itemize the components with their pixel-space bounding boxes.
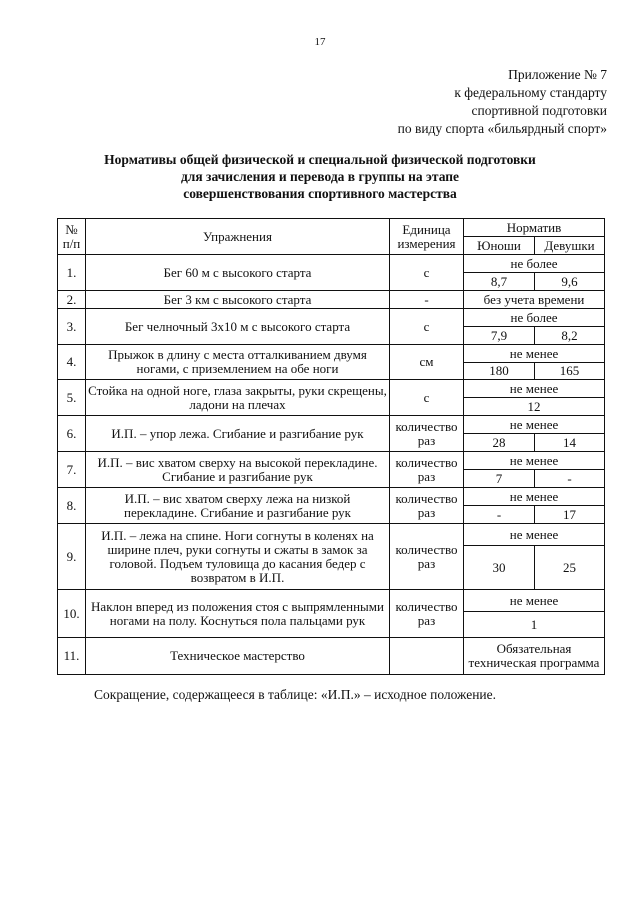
row-number: 7.	[58, 452, 86, 488]
row-condition: не более	[464, 309, 605, 327]
row-exercise: И.П. – вис хватом сверху лежа на низкой перекладине. Сгибание и разгибание рук	[86, 488, 390, 524]
table-row	[58, 524, 605, 546]
appendix-line-4: по виду спорта «бильярдный спорт»	[397, 121, 607, 136]
row-value-boys: 7,9	[464, 327, 535, 345]
row-exercise: Наклон вперед из положения стоя с выпрямленными ногами на полу. Коснуться пола пальцами рук	[86, 590, 390, 638]
row-condition: не менее	[464, 452, 605, 470]
row-unit: с	[390, 380, 464, 416]
row-exercise: Прыжок в длину с места отталкиванием двумя ногами, с приземлением на обе ноги	[86, 345, 390, 380]
row-unit: количество раз	[390, 416, 464, 452]
header-unit: Единица измерения	[390, 219, 464, 255]
title-line-3: совершенствования спортивного мастерства	[183, 186, 457, 201]
row-number: 1.	[58, 255, 86, 291]
row-exercise: Бег 60 м с высокого старта	[86, 255, 390, 291]
row-norm-combined: Обязательная техническая программа	[464, 638, 605, 675]
row-value-girls: 9,6	[535, 273, 605, 291]
appendix-header	[398, 66, 607, 138]
row-number: 4.	[58, 345, 86, 380]
table-row	[58, 380, 605, 398]
appendix-line-2: к федеральному стандарту	[454, 85, 607, 100]
header-boys: Юноши	[464, 237, 535, 255]
table-row	[58, 416, 605, 434]
title-line-1: Нормативы общей физической и специальной физической подготовки	[104, 152, 536, 167]
row-unit: количество раз	[390, 452, 464, 488]
table-row	[58, 488, 605, 506]
row-condition: не менее	[464, 524, 605, 546]
header-norm: Норматив	[464, 219, 605, 237]
page-number: 17	[314, 36, 326, 48]
row-unit: с	[390, 309, 464, 345]
row-value-boys: 8,7	[464, 273, 535, 291]
row-value-girls: 17	[535, 506, 605, 524]
row-unit: -	[390, 291, 464, 309]
header-girls: Девушки	[535, 237, 605, 255]
row-value-boys: 7	[464, 470, 535, 488]
row-value-girls: 25	[535, 546, 605, 590]
row-condition: не менее	[464, 590, 605, 612]
row-exercise: Стойка на одной ноге, глаза закрыты, руки скрещены, ладони на плечах	[86, 380, 390, 416]
row-value-combined: 1	[464, 612, 605, 638]
table-row	[58, 291, 605, 309]
row-value-combined: 12	[464, 398, 605, 416]
table-row	[58, 452, 605, 470]
row-value-girls: 8,2	[535, 327, 605, 345]
row-norm-combined: без учета времени	[464, 291, 605, 309]
row-exercise: Техническое мастерство	[86, 638, 390, 675]
table-row	[58, 255, 605, 273]
row-unit: количество раз	[390, 488, 464, 524]
row-value-boys: 28	[464, 434, 535, 452]
row-number: 10.	[58, 590, 86, 638]
row-value-girls: -	[535, 470, 605, 488]
title-line-2: для зачисления и перевода в группы на этапе	[180, 169, 460, 184]
row-number: 9.	[58, 524, 86, 590]
norms-table	[57, 218, 605, 675]
row-number: 2.	[58, 291, 86, 309]
table-row	[58, 590, 605, 612]
row-condition: не менее	[464, 345, 605, 363]
row-number: 5.	[58, 380, 86, 416]
row-exercise: И.П. – вис хватом сверху на высокой перекладине. Сгибание и разгибание рук	[86, 452, 390, 488]
table-body	[58, 219, 605, 675]
table-row	[58, 309, 605, 327]
appendix-line-3: спортивной подготовки	[471, 103, 607, 118]
row-exercise: И.П. – лежа на спине. Ноги согнуты в коленях на ширине плеч, руки согнуты и сжаты в замок за головой. Подъем туловища до касания бедер с возвратом в И.П.	[86, 524, 390, 590]
header-exercises: Упражнения	[86, 219, 390, 255]
row-exercise: И.П. – упор лежа. Сгибание и разгибание рук	[86, 416, 390, 452]
row-unit: количество раз	[390, 590, 464, 638]
row-number: 6.	[58, 416, 86, 452]
row-number: 8.	[58, 488, 86, 524]
document-title	[60, 151, 580, 202]
row-value-boys: 180	[464, 363, 535, 380]
row-value-girls: 165	[535, 363, 605, 380]
table-row	[58, 638, 605, 675]
row-unit: с	[390, 255, 464, 291]
header-num: № п/п	[58, 219, 86, 255]
row-value-boys: -	[464, 506, 535, 524]
header-row-1	[58, 219, 605, 237]
row-unit	[390, 638, 464, 675]
row-unit: см	[390, 345, 464, 380]
row-condition: не менее	[464, 488, 605, 506]
row-value-boys: 30	[464, 546, 535, 590]
row-condition: не менее	[464, 416, 605, 434]
table-row	[58, 345, 605, 363]
row-number: 3.	[58, 309, 86, 345]
appendix-line-1: Приложение № 7	[508, 67, 607, 82]
row-condition: не более	[464, 255, 605, 273]
footnote: Сокращение, содержащееся в таблице: «И.П.» – исходное положение.	[94, 687, 497, 702]
row-exercise: Бег 3 км с высокого старта	[86, 291, 390, 309]
row-unit: количество раз	[390, 524, 464, 590]
row-exercise: Бег челночный 3x10 м с высокого старта	[86, 309, 390, 345]
row-condition: не менее	[464, 380, 605, 398]
row-value-girls: 14	[535, 434, 605, 452]
row-number: 11.	[58, 638, 86, 675]
